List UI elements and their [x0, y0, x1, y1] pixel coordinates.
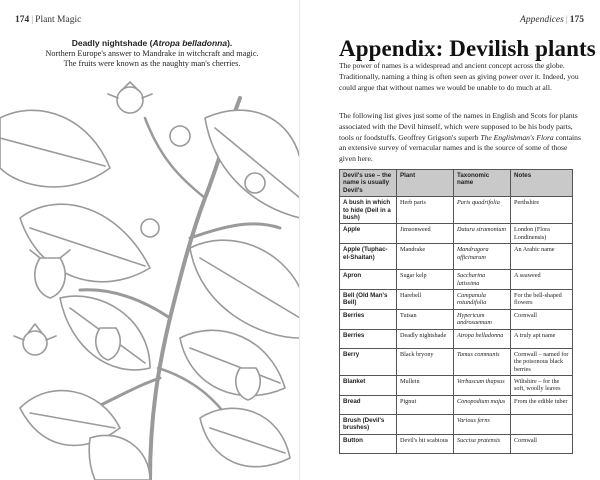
left-running-title: Plant Magic — [35, 15, 82, 25]
table-row — [340, 348, 573, 375]
table-cell: Apron — [340, 270, 397, 290]
table-row — [340, 375, 573, 395]
table-cell: Pignut — [397, 395, 454, 414]
table-row — [340, 309, 573, 329]
table-cell: Sugar kelp — [397, 270, 454, 290]
table-cell: Berries — [340, 329, 397, 348]
table-cell: Saccharina latissima — [454, 270, 511, 290]
table-cell — [511, 414, 573, 434]
table-cell: An Arabic name — [511, 244, 573, 270]
table-row — [340, 414, 573, 434]
table-cell: Hypericum androsaemum — [454, 309, 511, 329]
table-cell: Paris quadrifolia — [454, 197, 511, 224]
table-cell: London (Flora Londinensis) — [511, 224, 573, 244]
table-cell: Cornwall – named for the poisonous black berries — [511, 348, 573, 375]
column-header: Taxonomic name — [454, 170, 511, 197]
table-cell: Apple (Tuphac-el-Shaitan) — [340, 244, 397, 270]
table-row — [340, 395, 573, 414]
table-cell: Tamus communis — [454, 348, 511, 375]
table-cell: Jimsonweed — [397, 224, 454, 244]
right-folio: Appendices | 175 — [520, 15, 584, 25]
table-cell: Cornwall — [511, 309, 573, 329]
table-cell: Succisa pratensis — [454, 434, 511, 453]
source-paragraph: The following list gives just some of the names in English and Scots for plants associated with the Devil himself, which were supposed to be his body parts, tools or foodstuffs. Geoffrey Grigson's superb The Englishman's Flora contains an extensive survey of vernacular names and is the source of some of those given here. — [339, 111, 581, 164]
table-cell: A seaweed — [511, 270, 573, 290]
caption-line-1: Northern Europe's answer to Mandrake in witchcraft and magic. — [45, 48, 259, 58]
table-cell: A truly apt name — [511, 329, 573, 348]
table-cell: Mullein — [397, 375, 454, 395]
table-cell: For the bell-shaped flowers — [511, 290, 573, 310]
table-cell: Atropa belladonna — [454, 329, 511, 348]
column-header: Devil's use – the name is usually Devil's — [340, 170, 397, 197]
table-cell: Cornwall — [511, 434, 573, 453]
table-row — [340, 197, 573, 224]
table-cell: A bush in which to hide (Deil in a bush) — [340, 197, 397, 224]
table-cell: Harebell — [397, 290, 454, 310]
table-row — [340, 224, 573, 244]
caption-title: Deadly nightshade (Atropa belladonna). — [71, 38, 233, 48]
table-cell: Devil's bit scabious — [397, 434, 454, 453]
table-cell: Deadly nightshade — [397, 329, 454, 348]
table-cell: Tutsan — [397, 309, 454, 329]
table-row — [340, 329, 573, 348]
table-cell: Brush (Devil's brushes) — [340, 414, 397, 434]
table-cell: Bell (Old Man's Bell) — [340, 290, 397, 310]
left-page-number: 174 — [15, 15, 30, 25]
column-header: Notes — [511, 170, 573, 197]
intro-paragraph: The power of names is a widespread and ancient concept across the globe. Traditionally, naming a thing is often seen as giving power over it. Indeed, you could argue that without names we would be unable to do much at all. — [339, 61, 579, 92]
column-header: Plant — [397, 170, 454, 197]
table-cell: Berry — [340, 348, 397, 375]
table-cell: Blanket — [340, 375, 397, 395]
table-cell: Mandrake — [397, 244, 454, 270]
table-cell: Berries — [340, 309, 397, 329]
table-cell: From the edible tuber — [511, 395, 573, 414]
table-cell: Perthshire — [511, 197, 573, 224]
table-header-row — [340, 170, 573, 197]
right-running-title: Appendices — [520, 15, 564, 25]
appendix-heading: Appendix: Devilish plants — [339, 36, 596, 61]
devilish-plants-table — [339, 169, 573, 454]
table-cell: Verbascum thapsus — [454, 375, 511, 395]
table-row — [340, 244, 573, 270]
left-folio: 174 | Plant Magic — [15, 15, 82, 25]
book-title: The Englishman's Flora — [480, 132, 554, 142]
table-cell — [397, 414, 454, 434]
table-row — [340, 270, 573, 290]
table-cell: Datura stramonium — [454, 224, 511, 244]
right-page-number: 175 — [569, 15, 584, 25]
table-cell: Campanula rotundifolia — [454, 290, 511, 310]
table-cell: Button — [340, 434, 397, 453]
table-cell: Black bryony — [397, 348, 454, 375]
table-cell: Various ferns — [454, 414, 511, 434]
table-cell: Herb paris — [397, 197, 454, 224]
table-cell: Bread — [340, 395, 397, 414]
table-cell: Mandragora officinarum — [454, 244, 511, 270]
illustration-caption — [24, 38, 280, 70]
table-row — [340, 290, 573, 310]
caption-line-2: The fruits were known as the naughty man's cherries. — [63, 59, 241, 68]
table-row — [340, 434, 573, 453]
table-cell: Conopodium majus — [454, 395, 511, 414]
deadly-nightshade-illustration — [0, 78, 300, 480]
table-cell: Wiltshire – for the soft, woolly leaves — [511, 375, 573, 395]
table-cell: Apple — [340, 224, 397, 244]
